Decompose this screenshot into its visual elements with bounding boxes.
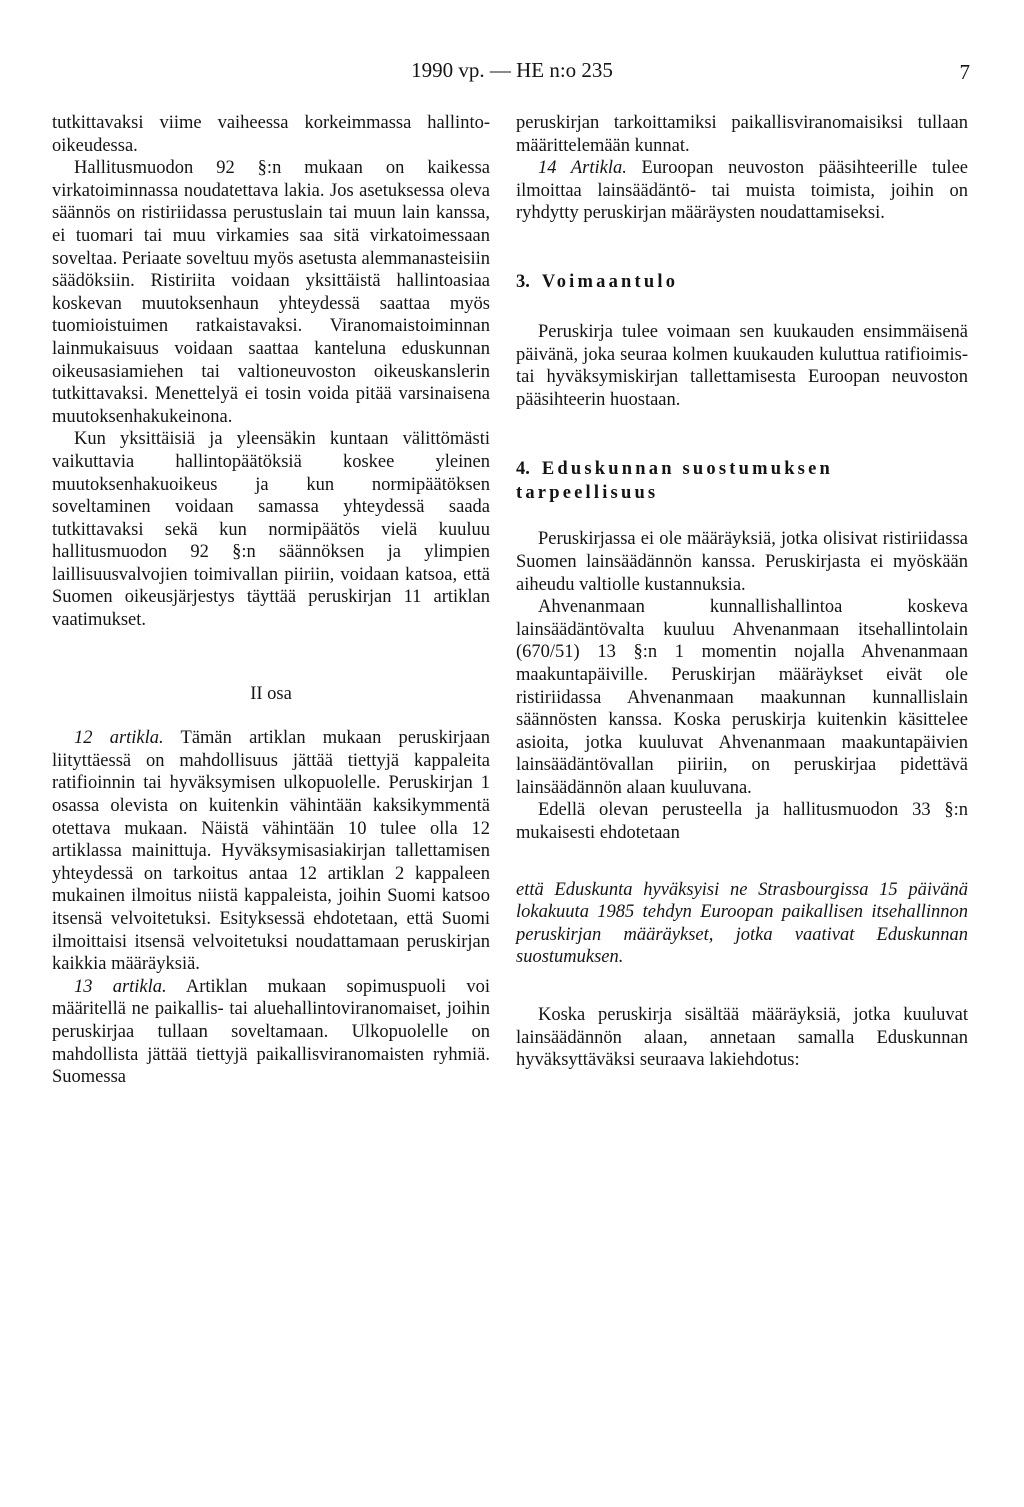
paragraph: Peruskirjassa ei ole määräyksiä, jotka olisivat ristiriidassa Suomen lainsäädännön kanssa. Peruskirjasta ei myöskään aiheudu valtiolle kustannuksia. [516, 529, 968, 595]
section-3-title: Voimaantulo [541, 271, 679, 292]
paragraph: Peruskirja tulee voimaan sen kuukauden ensimmäisenä päivänä, joka seuraa kolmen kuukauden kuluttua ratifioimis- tai hyväksymiskirjan tallettamisesta Euroopan neuvoston pääsihteerin huostaan. [516, 321, 968, 410]
page-header [0, 58, 1024, 88]
article-12-text: Tämän artiklan mukaan peruskirjaan liityttäessä on mahdollisuus jättää tiettyjä kappaleita ratifioinnin tai hyväksymisen ulkopuolelle. Peruskirjan 1 osassa olevista on kuitenkin vähintään kaksikymmentä otettava mukaan. Näistä vähintään 10 tulee olla 12 artiklassa mainittuja. Hyväksymisasiakirjan tallettamisen yhteydessä on tarkoitus antaa 12 artiklan 2 kappaleen mukainen ilmoitus niistä kappaleista, joihin Suomi katsoo itsensä velvoitetuksi. Esityksessä ehdotetaan, että Suomi ilmoittaisi itsensä velvoitetuksi noudattamaan peruskirjan kaikkia määräyksiä. [52, 728, 490, 975]
paragraph: Ahvenanmaan kunnallishallintoa koskeva lainsäädäntövalta kuuluu Ahvenanmaan itsehallintolain (670/51) 13 §:n 1 momentin nojalla Ahvenanmaan maakuntapäiville. Peruskirjan määräykset eivät ole ristiriidassa Ahvenanmaan maakunnan kunnallislain säännösten kanssa. Koska peruskirja kuitenkin käsittelee asioita, jotka kuuluvat Ahvenanmaan maakuntapäivien lainsäädäntövallan piiriin, on peruskirjaa pidettävä lainsäädännön alaan kuuluvana. [516, 597, 968, 798]
paragraph: tutkittavaksi viime vaiheessa korkeimmassa hallinto-oikeudessa. [52, 113, 490, 156]
article-13-label: 13 artikla. [74, 976, 167, 997]
page-number: 7 [959, 60, 970, 84]
section-4-number: 4. [516, 459, 530, 480]
article-13-paragraph [52, 976, 490, 1089]
paragraph: Hallitusmuodon 92 §:n mukaan on kaikessa virkatoiminnassa noudatettava lakia. Jos asetuksessa oleva säännös on ristiriidassa perustuslain tai muun lain kanssa, ei tuomari tai muu virkamies saa sitä virkatoimessaan soveltaa. Periaate soveltuu myös asetusta alemmanasteisiin säädöksiin. Ristiriita voidaan yksittäistä hallintoasiaa koskevan muutoksenhaun yhteydessä saattaa myös tuomioistuimen ratkaistavaksi. Viranomaistoiminnan lainmukaisuus voidaan saattaa kanteluna eduskunnan oikeusasiamiehen tai valtioneuvoston oikeuskanslerin tutkittavaksi. Menettelyä ei tosin voida pitää varsinaisena muutoksenhakukeinona. [52, 158, 490, 427]
article-14-label: 14 Artikla. [538, 158, 627, 179]
article-14-paragraph [516, 157, 968, 225]
section-3-heading [516, 270, 968, 294]
section-3-number: 3. [516, 271, 530, 292]
right-column [516, 112, 968, 1072]
article-12-paragraph [52, 727, 490, 976]
document-reference: 1990 vp. — HE n:o 235 [411, 58, 613, 82]
paragraph: Edellä olevan perusteella ja hallitusmuodon 33 §:n mukaisesti ehdotetaan [516, 800, 968, 844]
article-12-label: 12 artikla. [74, 728, 164, 749]
left-column [52, 112, 490, 1089]
section-heading: II osa [250, 683, 292, 704]
paragraph: Kun yksittäisiä ja yleensäkin kuntaan välittömästi vaikuttavia hallintopäätöksiä koskee yleinen muutoksenhakuoikeus ja kun normipäätöksen soveltaminen voidaan samassa yhteydessä saada tutkittavaksi sekä kun normipäätös vielä kuuluu hallitusmuodon 92 §:n säännöksen ja ylimpien laillisuusvalvojien toimivallan piiriin, voidaan katsoa, että Suomen oikeusjärjestys täyttää peruskirjan 11 artiklan vaatimukset. [52, 429, 490, 631]
paragraph: peruskirjan tarkoittamiksi paikallisviranomaisiksi tullaan määrittelemään kunnat. [516, 113, 968, 156]
section-4-title: Eduskunnan suostumuksen tarpeellisuus [516, 459, 833, 504]
section-4-heading [516, 457, 968, 505]
article-13-text: Artiklan mukaan sopimuspuoli voi määritellä ne paikallis- tai aluehallintoviranomaiset, joihin peruskirjaa tullaan soveltamaan. Ulkopuolelle on mahdollista jättää tiettyjä paikallisviranomaisten ryhmiä. Suomessa [52, 976, 490, 1088]
article-14-text: Euroopan neuvoston pääsihteerille tulee ilmoittaa lainsäädäntö- tai muista toimista, joihin on ryhdytty peruskirjan määräysten noudattamiseksi. [516, 158, 968, 224]
proposal-text: että Eduskunta hyväksyisi ne Strasbourgissa 15 päivänä lokakuuta 1985 tehdyn Euroopan paikallisen itsehallinnon peruskirjan määräykset, jotka vaativat Eduskunnan suostumuksen. [516, 879, 968, 968]
paragraph: Koska peruskirja sisältää määräyksiä, jotka kuuluvat lainsäädännön alaan, annetaan samalla Eduskunnan hyväksyttäväksi seuraava lakiehdotus: [516, 1005, 968, 1071]
